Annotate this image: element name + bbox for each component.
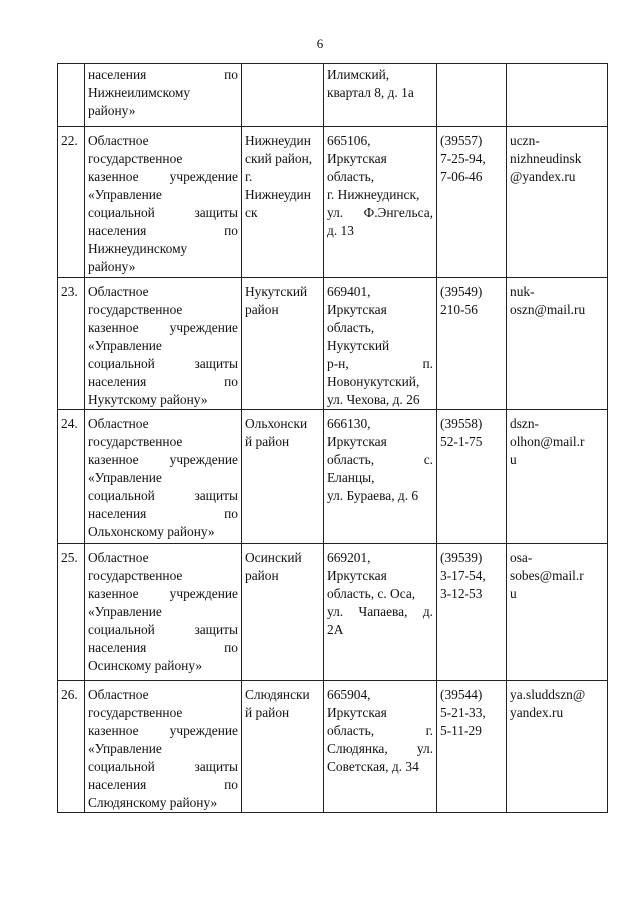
institution-name-word: Областное	[88, 416, 149, 431]
phone	[437, 681, 507, 813]
email-line: osa-	[510, 550, 533, 565]
institution-name-line	[88, 301, 238, 319]
institution-name-word: населения	[88, 223, 147, 238]
institution-name-word: населения	[88, 506, 147, 521]
phone-line: 210-56	[440, 302, 478, 317]
address-word: Еланцы,	[327, 470, 375, 485]
email	[507, 278, 608, 410]
institution-name-word: казенное	[88, 723, 139, 738]
institution-name-line	[88, 740, 238, 758]
address-line	[327, 603, 433, 621]
institution-name-line	[88, 794, 238, 812]
row-number: 26.	[58, 681, 85, 813]
address-line	[327, 469, 433, 487]
district-line: ский район,	[245, 151, 313, 166]
address-word: Новонукутский,	[327, 374, 420, 389]
institution-name-word: социальной	[88, 205, 155, 220]
institution-name	[85, 278, 242, 410]
institution-name-line	[88, 150, 238, 168]
address-word: Илимский,	[327, 67, 390, 82]
institution-name-line	[88, 523, 238, 541]
address-word: Иркутская	[327, 302, 387, 317]
address-word: Иркутская	[327, 568, 387, 583]
address-line	[327, 132, 433, 150]
address-word: 669201,	[327, 550, 371, 565]
institution-name-word: учреждение	[169, 169, 238, 184]
institution-name-word: «Управление	[88, 604, 162, 619]
institution-name-word: государственное	[88, 302, 183, 317]
institution-name-word: защиты	[194, 488, 238, 503]
institution-name	[85, 127, 242, 278]
institution-name-line	[88, 567, 238, 585]
address-line	[327, 319, 433, 337]
address-word: область,	[327, 320, 375, 335]
institution-name-word: казенное	[88, 169, 139, 184]
email	[507, 544, 608, 681]
address-word: Иркутская	[327, 705, 387, 720]
address-word: ул.	[416, 741, 433, 756]
address-word: Иркутская	[327, 151, 387, 166]
address-line	[327, 487, 433, 505]
row-number: 24.	[58, 410, 85, 544]
table-row	[58, 681, 608, 813]
table-row	[58, 410, 608, 544]
address-word: г. Нижнеудинск,	[327, 187, 420, 202]
institution-name-word: «Управление	[88, 470, 162, 485]
district	[242, 410, 324, 544]
phone-line: (39544)	[440, 687, 483, 702]
email	[507, 410, 608, 544]
address	[324, 681, 437, 813]
address-line	[327, 301, 433, 319]
institution-name-word: социальной	[88, 488, 155, 503]
district-line: г.	[245, 169, 253, 184]
institution-name-line	[88, 621, 238, 639]
table-row	[58, 127, 608, 278]
address-line	[327, 451, 433, 469]
address-line	[327, 740, 433, 758]
address-word: Чапаева,	[358, 604, 408, 619]
institution-name-word: учреждение	[169, 452, 238, 467]
page-number: 6	[316, 36, 324, 51]
institutions-table	[57, 63, 608, 813]
district-line: й район	[245, 434, 290, 449]
district	[242, 127, 324, 278]
address-line	[327, 704, 433, 722]
institution-name-word: защиты	[194, 622, 238, 637]
institution-name-line	[88, 657, 238, 675]
institution-name-word: защиты	[194, 356, 238, 371]
district-line: район	[245, 568, 279, 583]
address-word: ул.	[327, 205, 344, 220]
institution-name-line	[88, 758, 238, 776]
row-number: 22.	[58, 127, 85, 278]
address-line	[327, 337, 433, 355]
institution-name-line	[88, 603, 238, 621]
email	[507, 681, 608, 813]
address-line	[327, 621, 433, 639]
phone-line: 3-12-53	[440, 586, 483, 601]
email-line: ya.sluddszn@	[510, 687, 586, 702]
address-line	[327, 722, 433, 740]
institution-name-word: казенное	[88, 586, 139, 601]
institution-name-line	[88, 776, 238, 794]
institution-name-line	[88, 415, 238, 433]
institution-name-word: социальной	[88, 356, 155, 371]
institution-name	[85, 544, 242, 681]
address-line	[327, 585, 433, 603]
email-line: @yandex.ru	[510, 169, 576, 184]
email-line: nizhneudinsk	[510, 151, 582, 166]
address-line	[327, 150, 433, 168]
district-line: Слюдянски	[245, 687, 310, 702]
institution-name	[85, 410, 242, 544]
email-line: u	[510, 586, 517, 601]
address-line	[327, 283, 433, 301]
institution-name-line	[88, 639, 238, 657]
institution-name-word: Областное	[88, 284, 149, 299]
email	[507, 127, 608, 278]
email-line: u	[510, 452, 517, 467]
institution-name-line	[88, 258, 238, 276]
row-number: 25.	[58, 544, 85, 681]
phone-line: 5-21-33,	[440, 705, 486, 720]
institution-name-word: Областное	[88, 550, 149, 565]
institution-name-line	[88, 222, 238, 240]
institution-name-line	[88, 168, 238, 186]
institution-name-line	[88, 84, 238, 102]
email-line: nuk-	[510, 284, 535, 299]
institution-name-line	[88, 433, 238, 451]
institution-name-line	[88, 132, 238, 150]
address	[324, 544, 437, 681]
address	[324, 64, 437, 127]
address-word: с.	[423, 452, 433, 467]
institution-name-word: учреждение	[169, 320, 238, 335]
institution-name-word: государственное	[88, 151, 183, 166]
institution-name-line	[88, 451, 238, 469]
institution-name-word: по	[224, 223, 238, 238]
district-line: Нукутский	[245, 284, 308, 299]
institution-name-word: Нижнеилимскому	[88, 85, 191, 100]
address-word: ул. Бураева, д. 6	[327, 488, 419, 503]
institution-name-word: району»	[88, 103, 136, 118]
address	[324, 127, 437, 278]
institution-name	[85, 681, 242, 813]
institution-name-word: по	[224, 640, 238, 655]
address-word: область,	[327, 169, 375, 184]
address-word: 665904,	[327, 687, 371, 702]
institution-name-word: казенное	[88, 452, 139, 467]
phone-line: (39558)	[440, 416, 483, 431]
institution-name-word: «Управление	[88, 741, 162, 756]
address-word: Советская, д. 34	[327, 759, 419, 774]
institution-name-word: Нижнеудинскому	[88, 241, 188, 256]
institution-name-line	[88, 337, 238, 355]
phone	[437, 127, 507, 278]
row-number: 23.	[58, 278, 85, 410]
institution-name-word: Осинскому району»	[88, 658, 203, 673]
address-line	[327, 373, 433, 391]
institution-name-word: по	[224, 506, 238, 521]
address-line	[327, 433, 433, 451]
address-line	[327, 84, 433, 102]
phone-line: (39549)	[440, 284, 483, 299]
address-word: область,	[327, 723, 375, 738]
email-line: sobes@mail.r	[510, 568, 584, 583]
address-word: ул. Чехова, д. 26	[327, 392, 420, 407]
institution-name-word: по	[224, 67, 238, 82]
email-line: oszn@mail.ru	[510, 302, 586, 317]
address-word: ул.	[327, 604, 344, 619]
institution-name-word: государственное	[88, 434, 183, 449]
institution-name-word: населения	[88, 374, 147, 389]
address	[324, 278, 437, 410]
district-line: Ольхонски	[245, 416, 308, 431]
institution-name-line	[88, 66, 238, 84]
phone-line: (39557)	[440, 133, 483, 148]
address-line	[327, 415, 433, 433]
phone-line: 3-17-54,	[440, 568, 486, 583]
institution-name-word: по	[224, 374, 238, 389]
address-line	[327, 222, 433, 240]
address-word: д. 13	[327, 223, 354, 238]
address-word: 665106,	[327, 133, 371, 148]
institution-name-line	[88, 469, 238, 487]
district-line: й район	[245, 705, 290, 720]
address-line	[327, 204, 433, 222]
address-line	[327, 66, 433, 84]
institution-name-word: социальной	[88, 759, 155, 774]
institution-name-line	[88, 585, 238, 603]
address-line	[327, 355, 433, 373]
institution-name-line	[88, 391, 238, 409]
institution-name-word: учреждение	[169, 723, 238, 738]
institution-name-line	[88, 549, 238, 567]
email-line: olhon@mail.r	[510, 434, 585, 449]
address-line	[327, 567, 433, 585]
institution-name-line	[88, 722, 238, 740]
institution-name-word: Областное	[88, 133, 149, 148]
institution-name-word: защиты	[194, 205, 238, 220]
district-line: Осинский	[245, 550, 302, 565]
institution-name-word: казенное	[88, 320, 139, 335]
institution-name-word: социальной	[88, 622, 155, 637]
institution-name-line	[88, 686, 238, 704]
address-word: Слюдянка,	[327, 741, 388, 756]
table-row	[58, 544, 608, 681]
address-line	[327, 686, 433, 704]
institution-name-word: государственное	[88, 705, 183, 720]
phone-line: (39539)	[440, 550, 483, 565]
address-word: г.	[425, 723, 433, 738]
institution-name-word: защиты	[194, 759, 238, 774]
address-word: п.	[422, 356, 433, 371]
address-word: Нукутский	[327, 338, 390, 353]
institution-name	[85, 64, 242, 127]
institution-name-word: Областное	[88, 687, 149, 702]
phone-line: 7-06-46	[440, 169, 483, 184]
institution-name-line	[88, 319, 238, 337]
institution-name-word: государственное	[88, 568, 183, 583]
district-line: ск	[245, 205, 258, 220]
address-word: Ф.Энгельса,	[363, 205, 433, 220]
table-row	[58, 278, 608, 410]
institution-name-line	[88, 283, 238, 301]
address-line	[327, 186, 433, 204]
address-word: квартал 8, д. 1а	[327, 85, 414, 100]
email-line: yandex.ru	[510, 705, 564, 720]
address-word: Иркутская	[327, 434, 387, 449]
institution-name-word: населения	[88, 67, 147, 82]
institution-name-word: «Управление	[88, 338, 162, 353]
address-line	[327, 391, 433, 409]
institution-name-word: «Управление	[88, 187, 162, 202]
institution-name-line	[88, 505, 238, 523]
email-line: uczn-	[510, 133, 540, 148]
institution-name-word: Нукутскому району»	[88, 392, 208, 407]
district	[242, 681, 324, 813]
institution-name-line	[88, 355, 238, 373]
institution-name-line	[88, 240, 238, 258]
address-word: область, с. Оса,	[327, 586, 416, 601]
district	[242, 64, 324, 127]
address-line	[327, 549, 433, 567]
institution-name-word: по	[224, 777, 238, 792]
institution-name-line	[88, 704, 238, 722]
institution-name-word: Слюдянскому району»	[88, 795, 218, 810]
address-line	[327, 168, 433, 186]
institution-name-word: Ольхонскому району»	[88, 524, 215, 539]
institution-name-word: населения	[88, 640, 147, 655]
district-line: район	[245, 302, 279, 317]
phone	[437, 410, 507, 544]
district	[242, 278, 324, 410]
district	[242, 544, 324, 681]
institution-name-word: району»	[88, 259, 136, 274]
phone	[437, 278, 507, 410]
address-word: д.	[422, 604, 433, 619]
address-word: 669401,	[327, 284, 371, 299]
institution-name-word: населения	[88, 777, 147, 792]
district-line: Нижнеудин	[245, 187, 311, 202]
institution-name-line	[88, 186, 238, 204]
address-word: область,	[327, 452, 375, 467]
address-word: 2А	[327, 622, 344, 637]
table-row	[58, 64, 608, 127]
address	[324, 410, 437, 544]
row-number	[58, 64, 85, 127]
phone	[437, 64, 507, 127]
email-line: dszn-	[510, 416, 540, 431]
institution-name-line	[88, 204, 238, 222]
institution-name-line	[88, 373, 238, 391]
institution-name-word: учреждение	[169, 586, 238, 601]
address-word: 666130,	[327, 416, 371, 431]
phone-line: 5-11-29	[440, 723, 482, 738]
district-line: Нижнеудин	[245, 133, 311, 148]
address-word: р-н,	[327, 356, 349, 371]
phone-line: 52-1-75	[440, 434, 483, 449]
institution-name-line	[88, 487, 238, 505]
email	[507, 64, 608, 127]
address-line	[327, 758, 433, 776]
phone-line: 7-25-94,	[440, 151, 486, 166]
phone	[437, 544, 507, 681]
institution-name-line	[88, 102, 238, 120]
